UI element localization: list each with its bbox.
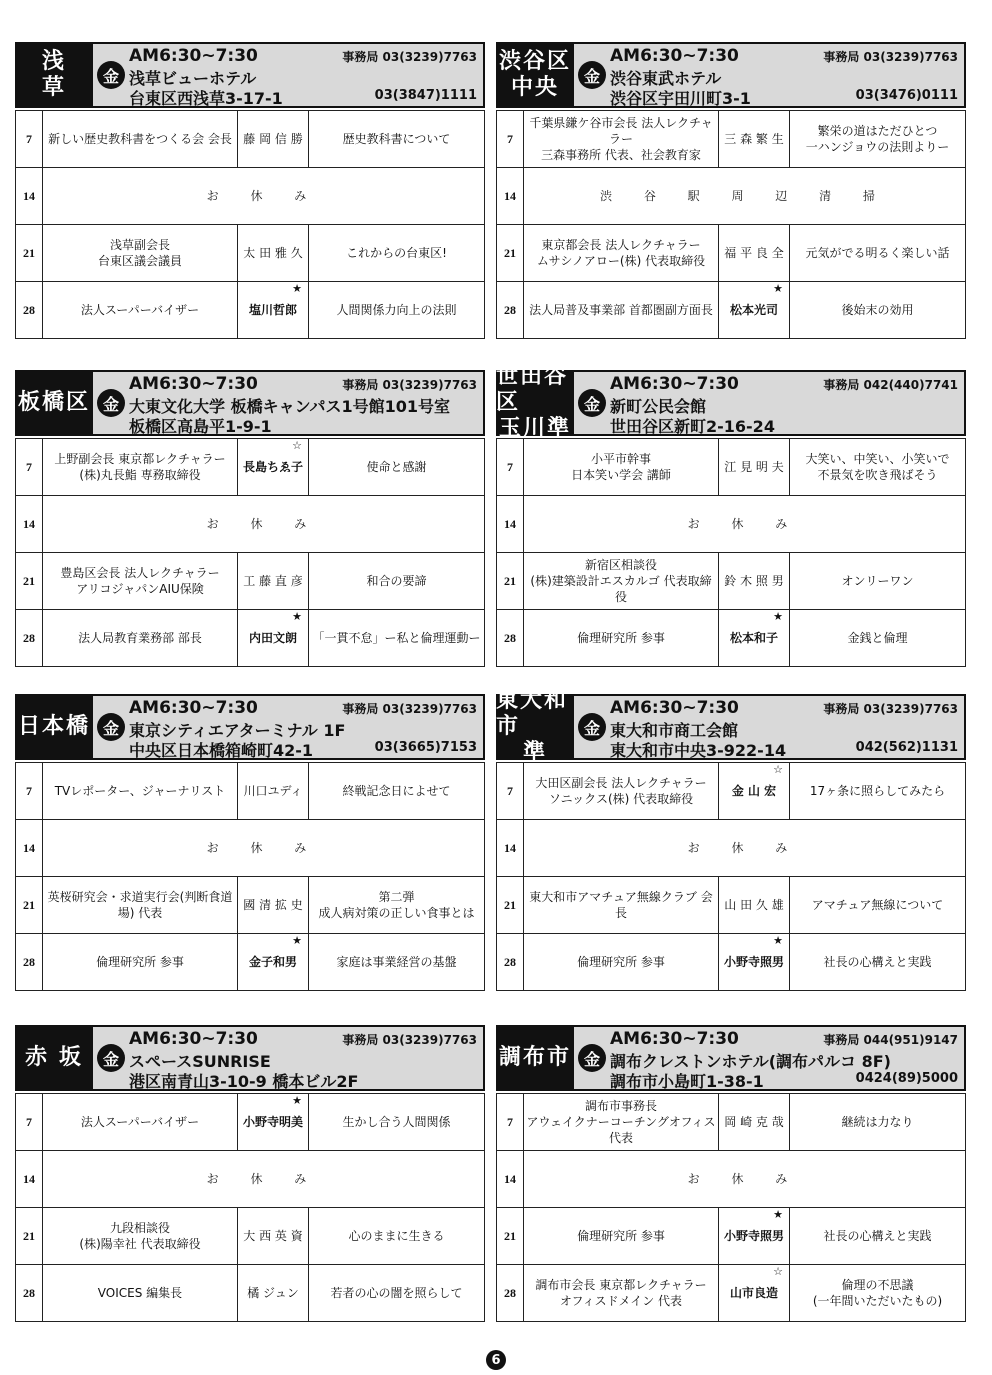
schedule-row bbox=[497, 1094, 966, 1151]
speaker-affiliation: 千葉県鎌ケ谷市会長 法人レクチャラー 三森事務所 代表、社会教育家 bbox=[524, 111, 719, 168]
row-holiday-note: お 休 み bbox=[43, 1151, 485, 1208]
schedule-row bbox=[497, 553, 966, 610]
speaker-name bbox=[238, 111, 309, 168]
area-label-line: 板橋区 bbox=[17, 390, 90, 415]
meeting-time: AM6:30~7:30 bbox=[129, 1029, 258, 1049]
schedule-row bbox=[497, 225, 966, 282]
area-label-line: 日本橋 bbox=[17, 714, 90, 739]
office-contact: 事務局 03(3239)7763 bbox=[342, 1033, 477, 1047]
speaker-affiliation: TVレポーター、ジャーナリスト bbox=[43, 763, 238, 820]
star-icon: ★ bbox=[773, 934, 783, 947]
schedule-row bbox=[16, 553, 485, 610]
schedule-row bbox=[497, 1265, 966, 1322]
schedule-table bbox=[496, 110, 966, 339]
speaker-name-text: 山市良造 bbox=[729, 1286, 778, 1300]
speaker-name-text: 金 山 宏 bbox=[731, 784, 777, 798]
speaker-name bbox=[238, 553, 309, 610]
lecture-topic: 倫理の不思議 (一年間いただいたもの) bbox=[790, 1265, 966, 1322]
schedule-table bbox=[15, 762, 485, 991]
venue-phone: 042(562)1131 bbox=[855, 740, 958, 755]
lecture-topic: 和合の要諦 bbox=[309, 553, 485, 610]
row-day: 28 bbox=[497, 1265, 524, 1322]
office-contact: 事務局 03(3239)7763 bbox=[823, 50, 958, 64]
speaker-name bbox=[238, 610, 309, 667]
speaker-affiliation: VOICES 編集長 bbox=[43, 1265, 238, 1322]
row-day: 21 bbox=[497, 1208, 524, 1265]
friday-badge-icon: 金 bbox=[578, 1044, 606, 1072]
lecture-topic: 社長の心構えと実践 bbox=[790, 1208, 966, 1265]
schedule-row bbox=[497, 1151, 966, 1208]
speaker-name bbox=[719, 111, 790, 168]
speaker-affiliation: 東大和市アマチュア無線クラブ 会長 bbox=[524, 877, 719, 934]
schedule-row bbox=[497, 820, 966, 877]
star-icon: ★ bbox=[292, 1094, 302, 1107]
row-day: 21 bbox=[16, 877, 43, 934]
schedule-row bbox=[16, 111, 485, 168]
speaker-affiliation: 大田区副会長 法人レクチャラー ソニックス(株) 代表取締役 bbox=[524, 763, 719, 820]
venue-name: 調布クレストンホテル(調布パルコ 8F) bbox=[610, 1052, 891, 1071]
row-day: 21 bbox=[497, 225, 524, 282]
speaker-affiliation: 倫理研究所 参事 bbox=[524, 610, 719, 667]
speaker-name bbox=[238, 225, 309, 282]
speaker-name bbox=[719, 225, 790, 282]
schedule-table bbox=[496, 762, 966, 991]
star-icon: ★ bbox=[292, 934, 302, 947]
schedule-row bbox=[497, 877, 966, 934]
lecture-topic: 人間関係力向上の法則 bbox=[309, 282, 485, 339]
schedule-row bbox=[497, 934, 966, 991]
area-label bbox=[15, 694, 93, 760]
schedule-row bbox=[16, 820, 485, 877]
speaker-name-text: 大 西 英 資 bbox=[243, 1229, 303, 1243]
lecture-topic: 大笑い、中笑い、小笑いで 不景気を吹き飛ばそう bbox=[790, 439, 966, 496]
friday-badge-icon: 金 bbox=[578, 61, 606, 89]
speaker-name-text: 小野寺照男 bbox=[723, 1229, 784, 1243]
row-day: 28 bbox=[16, 1265, 43, 1322]
area-label bbox=[496, 364, 574, 441]
speaker-name-text: 川口ユディ bbox=[243, 784, 303, 798]
speaker-name bbox=[238, 439, 309, 496]
lecture-topic: 歴史教科書について bbox=[309, 111, 485, 168]
speaker-name-text: 藤 岡 信 勝 bbox=[243, 132, 303, 146]
office-contact: 事務局 03(3239)7763 bbox=[342, 702, 477, 716]
schedule-row bbox=[16, 610, 485, 667]
friday-badge-icon: 金 bbox=[97, 713, 125, 741]
row-holiday-note: お 休 み bbox=[524, 1151, 966, 1208]
speaker-affiliation: 倫理研究所 参事 bbox=[43, 934, 238, 991]
speaker-affiliation: 小平市幹事 日本笑い学会 講師 bbox=[524, 439, 719, 496]
venue-name: スペースSUNRISE bbox=[129, 1052, 271, 1071]
office-contact: 事務局 03(3239)7763 bbox=[342, 50, 477, 64]
speaker-affiliation: 新しい歴史教科書をつくる会 会長 bbox=[43, 111, 238, 168]
speaker-name-text: 小野寺明美 bbox=[242, 1115, 303, 1129]
schedule-row bbox=[16, 1151, 485, 1208]
venue-phone: 0424(89)5000 bbox=[855, 1071, 958, 1086]
venue-address: 台東区西浅草3-17-1 bbox=[129, 89, 283, 108]
venue-address: 渋谷区宇田川町3-1 bbox=[610, 89, 751, 108]
speaker-affiliation: 調布市会長 東京都レクチャラー オフィスドメイン 代表 bbox=[524, 1265, 719, 1322]
area-label bbox=[15, 1025, 93, 1091]
schedule-row bbox=[497, 1208, 966, 1265]
row-day: 28 bbox=[16, 282, 43, 339]
office-contact: 事務局 03(3239)7763 bbox=[823, 702, 958, 716]
page-number: 6 bbox=[486, 1350, 506, 1370]
venue-phone: 03(3665)7153 bbox=[374, 740, 477, 755]
speaker-name-text: 福 平 良 全 bbox=[724, 246, 784, 260]
venue-block bbox=[15, 370, 485, 667]
row-day: 7 bbox=[16, 1094, 43, 1151]
meeting-time: AM6:30~7:30 bbox=[610, 46, 739, 66]
star-icon: ★ bbox=[292, 282, 302, 295]
area-label-line: 準 bbox=[522, 740, 547, 765]
speaker-name bbox=[719, 439, 790, 496]
lecture-topic: 家庭は事業経営の基盤 bbox=[309, 934, 485, 991]
speaker-name-text: 小野寺照男 bbox=[723, 955, 784, 969]
schedule-row bbox=[16, 282, 485, 339]
lecture-topic: 終戦記念日によせて bbox=[309, 763, 485, 820]
row-day: 21 bbox=[16, 1208, 43, 1265]
schedule-row bbox=[16, 1208, 485, 1265]
schedule-row bbox=[16, 1094, 485, 1151]
area-label bbox=[496, 688, 574, 765]
schedule-row bbox=[16, 225, 485, 282]
venue-address: 東大和市中央3-922-14 bbox=[610, 741, 787, 760]
office-contact: 事務局 03(3239)7763 bbox=[342, 378, 477, 392]
schedule-row bbox=[16, 934, 485, 991]
venue-name: 東大和市商工会館 bbox=[610, 721, 739, 740]
venue-phone: 03(3476)0111 bbox=[855, 88, 958, 103]
venue-block bbox=[15, 1025, 485, 1322]
lecture-topic: 心のままに生きる bbox=[309, 1208, 485, 1265]
speaker-name-text: 橘 ジュン bbox=[247, 1286, 299, 1300]
row-day: 28 bbox=[497, 934, 524, 991]
schedule-row bbox=[16, 877, 485, 934]
lecture-topic: 繁栄の道はただひとつ 一ハンジョウの法則よりー bbox=[790, 111, 966, 168]
speaker-affiliation: 法人スーパーバイザー bbox=[43, 282, 238, 339]
friday-badge-icon: 金 bbox=[578, 389, 606, 417]
schedule-table bbox=[15, 1093, 485, 1322]
lecture-topic: 第二弾 成人病対策の正しい食事とは bbox=[309, 877, 485, 934]
speaker-name-text: 江 見 明 夫 bbox=[724, 460, 784, 474]
meeting-time: AM6:30~7:30 bbox=[610, 1029, 739, 1049]
schedule-table bbox=[15, 438, 485, 667]
row-day: 21 bbox=[16, 225, 43, 282]
lecture-topic: 継続は力なり bbox=[790, 1094, 966, 1151]
meeting-time: AM6:30~7:30 bbox=[610, 374, 739, 394]
area-label-line: 玉川準 bbox=[498, 416, 571, 441]
row-holiday-note: お 休 み bbox=[43, 496, 485, 553]
speaker-affiliation: 上野副会長 東京都レクチャラー (株)丸長鮨 専務取締役 bbox=[43, 439, 238, 496]
star-icon: ★ bbox=[292, 610, 302, 623]
area-label bbox=[15, 42, 93, 108]
row-day: 14 bbox=[497, 820, 524, 877]
row-day: 21 bbox=[16, 553, 43, 610]
friday-badge-icon: 金 bbox=[578, 713, 606, 741]
speaker-name bbox=[719, 1265, 790, 1322]
schedule-row bbox=[16, 763, 485, 820]
schedule-row bbox=[497, 496, 966, 553]
area-label bbox=[496, 1025, 574, 1091]
speaker-affiliation: 新宿区相談役 (株)建築設計エスカルゴ 代表取締役 bbox=[524, 553, 719, 610]
schedule-row bbox=[16, 439, 485, 496]
speaker-affiliation: 浅草副会長 台東区議会議員 bbox=[43, 225, 238, 282]
speaker-affiliation: 豊島区会長 法人レクチャラー アリコジャパンAIU保険 bbox=[43, 553, 238, 610]
area-label bbox=[496, 42, 574, 108]
speaker-name bbox=[238, 934, 309, 991]
speaker-affiliation: 倫理研究所 参事 bbox=[524, 934, 719, 991]
star-icon: ★ bbox=[773, 610, 783, 623]
area-label-line: 渋谷区 bbox=[498, 49, 571, 74]
lecture-topic: オンリーワン bbox=[790, 553, 966, 610]
speaker-name bbox=[238, 282, 309, 339]
row-day: 14 bbox=[16, 820, 43, 877]
schedule-table bbox=[496, 1093, 966, 1322]
venue-block bbox=[496, 42, 966, 339]
row-holiday-note: お 休 み bbox=[43, 820, 485, 877]
lecture-topic: 生かし合う人間関係 bbox=[309, 1094, 485, 1151]
venue-block bbox=[15, 694, 485, 991]
lecture-topic: 17ヶ条に照らしてみたら bbox=[790, 763, 966, 820]
row-day: 28 bbox=[497, 282, 524, 339]
row-day: 28 bbox=[497, 610, 524, 667]
row-holiday-note: 渋 谷 駅 周 辺 清 掃 bbox=[524, 168, 966, 225]
speaker-affiliation: 調布市事務長 アウェイクナーコーチングオフィス 代表 bbox=[524, 1094, 719, 1151]
meeting-time: AM6:30~7:30 bbox=[129, 698, 258, 718]
venue-phone: 03(3847)1111 bbox=[374, 88, 477, 103]
office-contact: 事務局 042(440)7741 bbox=[823, 378, 958, 392]
speaker-name-text: 塩川哲郎 bbox=[248, 303, 297, 317]
row-day: 14 bbox=[16, 168, 43, 225]
speaker-name bbox=[238, 1094, 309, 1151]
speaker-name bbox=[238, 1208, 309, 1265]
speaker-affiliation: 法人スーパーバイザー bbox=[43, 1094, 238, 1151]
schedule-row bbox=[16, 1265, 485, 1322]
row-day: 7 bbox=[16, 111, 43, 168]
lecture-topic: 後始末の効用 bbox=[790, 282, 966, 339]
venue-block bbox=[496, 364, 966, 667]
venue-header bbox=[15, 42, 485, 108]
venue-address: 世田谷区新町2-16-24 bbox=[610, 417, 775, 436]
row-holiday-note: お 休 み bbox=[524, 820, 966, 877]
row-day: 14 bbox=[497, 496, 524, 553]
venue-name: 渋谷東武ホテル bbox=[610, 69, 722, 88]
speaker-name bbox=[238, 877, 309, 934]
row-day: 7 bbox=[497, 439, 524, 496]
schedule-row bbox=[497, 763, 966, 820]
meeting-time: AM6:30~7:30 bbox=[610, 698, 739, 718]
row-day: 7 bbox=[497, 763, 524, 820]
speaker-name bbox=[719, 1094, 790, 1151]
speaker-name bbox=[719, 610, 790, 667]
row-day: 7 bbox=[16, 439, 43, 496]
venue-header bbox=[15, 1025, 485, 1091]
venue-name: 東京シティエアターミナル 1F bbox=[129, 721, 346, 740]
schedule-row bbox=[497, 168, 966, 225]
speaker-affiliation: 倫理研究所 参事 bbox=[524, 1208, 719, 1265]
speaker-affiliation: 法人局教育業務部 部長 bbox=[43, 610, 238, 667]
speaker-name-text: 長島ちゑ子 bbox=[242, 460, 303, 474]
schedule-row bbox=[16, 168, 485, 225]
star-icon: ☆ bbox=[773, 1265, 783, 1278]
venue-name: 浅草ビューホテル bbox=[129, 69, 257, 88]
speaker-affiliation: 九段相談役 (株)陽幸社 代表取締役 bbox=[43, 1208, 238, 1265]
lecture-topic: アマチュア無線について bbox=[790, 877, 966, 934]
lecture-topic: 社長の心構えと実践 bbox=[790, 934, 966, 991]
schedule-row bbox=[497, 282, 966, 339]
area-label-line: 浅 bbox=[41, 49, 66, 74]
venue-block bbox=[15, 42, 485, 339]
venue-address: 中央区日本橋箱崎町42-1 bbox=[129, 741, 314, 760]
row-day: 21 bbox=[497, 877, 524, 934]
speaker-affiliation: 法人局普及事業部 首都圏副方面長 bbox=[524, 282, 719, 339]
speaker-name bbox=[719, 282, 790, 339]
area-label-line: 東大和市 bbox=[496, 688, 569, 739]
venue-header bbox=[496, 364, 966, 441]
row-day: 7 bbox=[16, 763, 43, 820]
lecture-topic: 元気がでる明るく楽しい話 bbox=[790, 225, 966, 282]
venue-name: 大東文化大学 板橋キャンパス1号館101号室 bbox=[129, 397, 450, 416]
schedule-row bbox=[497, 111, 966, 168]
schedule-row bbox=[16, 496, 485, 553]
lecture-topic: 使命と感謝 bbox=[309, 439, 485, 496]
star-icon: ★ bbox=[773, 1208, 783, 1221]
speaker-name bbox=[238, 763, 309, 820]
lecture-topic: 「一貫不怠」ー私と倫理運動ー bbox=[309, 610, 485, 667]
speaker-name bbox=[719, 763, 790, 820]
star-icon: ★ bbox=[773, 282, 783, 295]
venue-block bbox=[496, 1025, 966, 1322]
row-day: 7 bbox=[497, 1094, 524, 1151]
speaker-name bbox=[719, 934, 790, 991]
row-day: 14 bbox=[497, 1151, 524, 1208]
speaker-name bbox=[238, 1265, 309, 1322]
venue-address: 調布市小島町1-38-1 bbox=[610, 1072, 764, 1091]
lecture-topic: 若者の心の闇を照らして bbox=[309, 1265, 485, 1322]
friday-badge-icon: 金 bbox=[97, 61, 125, 89]
area-label bbox=[15, 370, 93, 436]
speaker-name bbox=[719, 877, 790, 934]
schedule-row bbox=[497, 610, 966, 667]
meeting-time: AM6:30~7:30 bbox=[129, 374, 258, 394]
office-contact: 事務局 044(951)9147 bbox=[823, 1033, 958, 1047]
row-day: 28 bbox=[16, 610, 43, 667]
venue-header bbox=[496, 42, 966, 108]
star-icon: ☆ bbox=[292, 439, 302, 452]
row-day: 28 bbox=[16, 934, 43, 991]
schedule-row bbox=[497, 439, 966, 496]
row-day: 21 bbox=[497, 553, 524, 610]
row-day: 14 bbox=[497, 168, 524, 225]
row-holiday-note: お 休 み bbox=[43, 168, 485, 225]
row-day: 7 bbox=[497, 111, 524, 168]
area-label-line: 世田谷区 bbox=[496, 364, 569, 415]
speaker-name-text: 三 森 繁 生 bbox=[724, 132, 784, 146]
speaker-name-text: 山 田 久 雄 bbox=[724, 898, 784, 912]
speaker-name-text: 工 藤 直 彦 bbox=[243, 574, 303, 588]
venue-header bbox=[15, 694, 485, 760]
row-day: 14 bbox=[16, 496, 43, 553]
speaker-name bbox=[719, 553, 790, 610]
friday-badge-icon: 金 bbox=[97, 389, 125, 417]
venue-header bbox=[496, 688, 966, 765]
speaker-name-text: 國 清 拡 史 bbox=[243, 898, 303, 912]
star-icon: ☆ bbox=[773, 763, 783, 776]
friday-badge-icon: 金 bbox=[97, 1044, 125, 1072]
lecture-topic: これからの台東区! bbox=[309, 225, 485, 282]
speaker-affiliation: 東京都会長 法人レクチャラー ムサシノアロー(株) 代表取締役 bbox=[524, 225, 719, 282]
schedule-table bbox=[15, 110, 485, 339]
speaker-name-text: 内田文朗 bbox=[248, 631, 297, 645]
area-label-line: 調布市 bbox=[498, 1045, 571, 1070]
speaker-affiliation: 英桜研究会・求道実行会(判断食道場) 代表 bbox=[43, 877, 238, 934]
area-label-line: 赤 坂 bbox=[25, 1045, 83, 1070]
speaker-name-text: 岡 崎 克 哉 bbox=[724, 1115, 784, 1129]
area-label-line: 中央 bbox=[510, 75, 559, 100]
meeting-time: AM6:30~7:30 bbox=[129, 46, 258, 66]
speaker-name-text: 松本和子 bbox=[729, 631, 778, 645]
speaker-name-text: 鈴 木 照 男 bbox=[724, 574, 784, 588]
venue-header bbox=[15, 370, 485, 436]
venue-name: 新町公民会館 bbox=[610, 397, 707, 416]
speaker-name-text: 太 田 雅 久 bbox=[243, 246, 303, 260]
schedule-table bbox=[496, 438, 966, 667]
venue-address: 板橋区高島平1-9-1 bbox=[129, 417, 272, 436]
row-holiday-note: お 休 み bbox=[524, 496, 966, 553]
row-day: 14 bbox=[16, 1151, 43, 1208]
venue-block bbox=[496, 688, 966, 991]
venue-header bbox=[496, 1025, 966, 1091]
speaker-name bbox=[719, 1208, 790, 1265]
venue-address: 港区南青山3-10-9 橋本ビル2F bbox=[129, 1072, 359, 1091]
speaker-name-text: 金子和男 bbox=[248, 955, 297, 969]
lecture-topic: 金銭と倫理 bbox=[790, 610, 966, 667]
area-label-line: 草 bbox=[41, 75, 66, 100]
speaker-name-text: 松本光司 bbox=[729, 303, 778, 317]
